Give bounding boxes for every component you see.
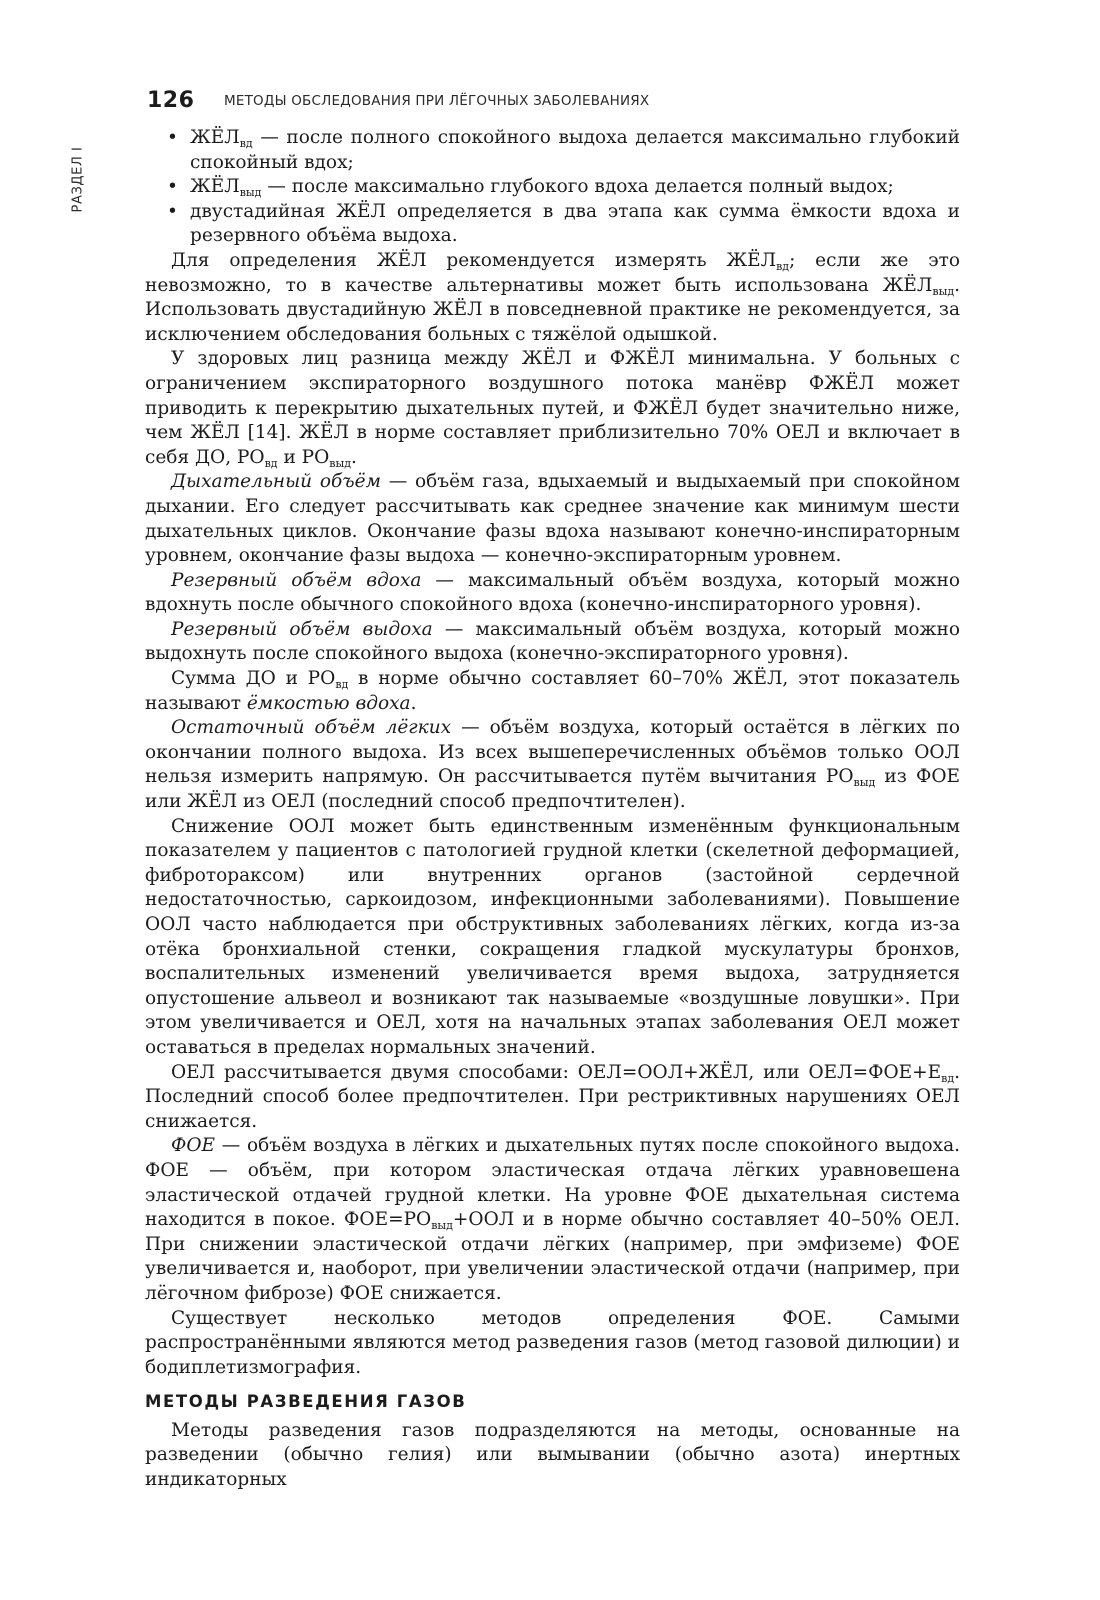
bullet-list [145,126,960,249]
paragraph [145,569,960,618]
subscript: выд [329,456,352,470]
running-title: МЕТОДЫ ОБСЛЕДОВАНИЯ ПРИ ЛЁГОЧНЫХ ЗАБОЛЕВАНИЯХ [224,93,650,109]
text: Для определения ЖЁЛ рекомендуется измерять ЖЁЛ [171,249,777,271]
item-text: двустадийная ЖЁЛ определяется в два этапа как сумма ёмкости вдоха и резервного объёма выдоха. [190,200,960,247]
text: . [351,446,357,468]
defined-term: Резервный объём вдоха [171,569,422,591]
paragraph [145,618,960,667]
paragraph: Снижение ООЛ может быть единственным изменённым функциональным показателем у пациентов с патологией грудной клетки (скелетной деформацией, фибротораксом) или внутренних органов (застойной сердечной недостаточностью, саркоидозом, инфекционными заболеваниями). Повышение ООЛ часто наблюдается при обструктивных заболеваниях лёгких, когда из-за отёка бронхиальной стенки, сокращения гладкой мускулатуры бронхов, воспалительных изменений увеличивается время выдоха, затрудняется опустошение альвеол и возникают так называемые «воздушные ловушки». При этом увеличивается и ОЕЛ, хотя на начальных этапах заболевания ОЕЛ может оставаться в пределах нормальных значений. [145,815,960,1058]
text: ; если же это невозможно, то в качестве альтернативы может быть использована ЖЁЛ [145,249,960,296]
paragraph [145,1134,960,1306]
paragraph [145,1061,960,1135]
text: . Последний способ более предпочтителен. При рестриктивных нарушениях ОЕЛ снижается. [145,1061,960,1132]
subscript: выд [239,186,262,200]
text: из ФОЕ или ЖЁЛ из ОЕЛ (последний способ предпочтителен). [145,766,960,813]
text: и РО [277,446,330,468]
text: Сумма ДО и РО [171,668,336,690]
subscript: выд [431,1219,453,1233]
text: — максимальный объём воздуха, который можно выдохнуть после спокойного выдоха (конечно-экспираторного уровня). [145,618,961,665]
paragraph: Методы разведения газов подразделяются на методы, основанные на разведении (обычно гелия) или вымывании (обычно азота) инертных индикаторных [145,1419,960,1491]
term: ЖЁЛ [190,127,240,148]
list-item [145,175,960,200]
paragraph [145,249,960,347]
text: . [410,692,417,714]
subscript: вд [335,678,349,692]
text: — объём воздуха, который остаётся в лёгких по окончании полного выдоха. Из всех вышеперечисленных объёмов только ООЛ нельзя измерить напрямую. Он рассчитывается путём вычитания РО [145,717,960,788]
text: У здоровых лиц разница между ЖЁЛ и ФЖЁЛ минимальна. У больных с ограничением экспираторного воздушного потока манёвр ФЖЁЛ может приводить к перекрытию дыхательных путей, и ФЖЁЛ будет значительно ниже, чем ЖЁЛ [14]. ЖЁЛ в норме составляет приблизительно 70% ОЕЛ и включает в себя ДО, РО [145,348,960,468]
paragraph [145,347,960,470]
defined-term: Резервный объём выдоха [171,618,433,640]
text: — объём газа, вдыхаемый и выдыхаемый при спокойном дыхании. Его следует рассчитывать как среднее значение как минимум шести дыхательных циклов. Окончание фазы вдоха называют конечно-инспираторным уровнем, окончание фазы выдоха — конечно-экспираторным уровнем. [145,471,960,567]
subscript: вд [239,137,253,150]
paragraph [145,470,960,568]
paragraph [145,667,960,716]
defined-term: ФОЕ [171,1135,216,1157]
section-heading: МЕТОДЫ РАЗВЕДЕНИЯ ГАЗОВ [145,1392,467,1412]
subscript: вд [941,1071,955,1085]
list-item [145,126,960,175]
section-tab-label: РАЗДЕЛ I [70,146,86,212]
item-text: — после полного спокойного выдоха делается максимально глубокий спокойный вдох; [190,127,960,173]
text: — максимальный объём воздуха, который можно вдохнуть после обычного спокойного вдоха (конечно-инспираторного уровня). [145,569,960,616]
text: . Использовать двустадийную ЖЁЛ в повседневной практике не рекомендуется, за исключением обследования больных с тяжёлой одышкой. [145,274,960,345]
term: ЖЁЛ [190,176,240,198]
defined-term: Остаточный объём лёгких [171,717,452,739]
paragraph: Существует несколько методов определения ФОЕ. Самыми распространёнными являются метод разведения газов (метод газовой дилюции) и бодиплетизмография. [145,1307,960,1378]
section-tab [66,140,90,218]
text: в норме обычно составляет 60–70% ЖЁЛ, этот показатель называют [145,668,960,714]
subscript: выд [932,284,955,298]
text: ОЕЛ рассчитывается двумя способами: ОЕЛ=ООЛ+ЖЁЛ, или ОЕЛ=ФОЕ+Е [171,1061,942,1083]
defined-term: ёмкостью вдоха [246,692,411,714]
paragraph [145,716,960,814]
defined-term: Дыхательный объём [171,471,381,493]
text: — объём воздуха в лёгких и дыхательных путях после спокойного выдоха. ФОЕ — объём, при котором эластическая отдача лёгких уравновешена эластической отдачей грудной клетки. На уровне ФОЕ дыхательная система находится в покое. ФОЕ=РО [145,1135,960,1231]
text: +ООЛ и в норме обычно составляет 40–50% ОЕЛ. При снижении эластической отдачи лёгких (например, при эмфиземе) ФОЕ увеличивается и, наоборот, при увеличении эластической отдачи (например, при лёгочном фиброзе) ФОЕ снижается. [145,1209,960,1304]
list-item [145,200,960,249]
page-body [145,126,960,1493]
page-number: 126 [147,88,195,113]
subscript: вд [264,456,278,470]
subscript: выд [853,776,876,790]
subscript: вд [776,259,790,273]
item-text: — после максимально глубокого вдоха делается полный выдох; [261,176,894,198]
